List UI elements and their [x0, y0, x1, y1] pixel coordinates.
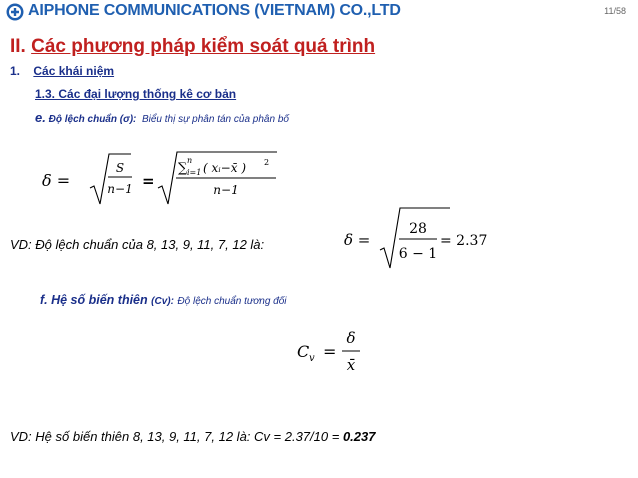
- formula2-lhs: δ =: [344, 231, 371, 249]
- item-e-label: Độ lệch chuẩn (σ):: [48, 114, 137, 125]
- cv-definition: [40, 293, 287, 307]
- formula1-frac1-num: S: [115, 161, 125, 175]
- std-dev-formula: [40, 148, 340, 208]
- formula1-term-exp: 2: [264, 158, 270, 167]
- subsection-heading: 1.3. Các đại lượng thống kê cơ bản: [35, 87, 237, 101]
- formula1-sum-sup: n: [187, 156, 193, 165]
- formula3-den: x̄: [346, 356, 356, 374]
- formula3-lhs: C: [297, 342, 310, 361]
- formula1-frac2-den: n−1: [213, 183, 239, 197]
- item-f-label: f. Hệ số biến thiên: [40, 293, 148, 307]
- std-dev-example-formula: [342, 190, 522, 270]
- title-number: II.: [10, 36, 26, 57]
- section-heading: [10, 64, 114, 78]
- cv-formula: [295, 325, 375, 380]
- slide-title: [10, 36, 375, 58]
- formula3-lhs-sub: v: [309, 353, 315, 364]
- formula1-sum: ∑: [178, 161, 188, 176]
- formula2-den: 6 − 1: [398, 246, 438, 262]
- cv-example: [10, 429, 375, 444]
- formula1-lhs: δ =: [42, 171, 71, 190]
- formula2-result: = 2.37: [440, 233, 488, 249]
- section-number: 1.: [10, 64, 21, 78]
- cv-example-result: 0.237: [342, 429, 376, 444]
- std-dev-example: VD: Độ lệch chuẩn của 8, 13, 9, 11, 7, 12 là:: [10, 237, 265, 252]
- formula3-num: δ: [346, 329, 356, 347]
- cv-example-text: VD: Hệ số biến thiên 8, 13, 9, 11, 7, 12 là: Cv = 2.37/10 =: [10, 429, 340, 444]
- item-f-text: Độ lệch chuẩn tương đối: [177, 296, 287, 307]
- page-number: 11/58: [604, 6, 626, 16]
- std-dev-definition: [35, 110, 289, 125]
- formula1-frac1-den: n−1: [107, 182, 133, 196]
- formula2-num: 28: [409, 221, 427, 237]
- company-name: AIPHONE COMMUNICATIONS (VIETNAM) CO.,LTD: [28, 2, 401, 19]
- formula1-equals: =: [142, 172, 155, 190]
- formula1-radical1: [90, 154, 131, 204]
- formula3-equals: =: [323, 342, 337, 361]
- item-e-text: Biểu thị sự phân tán của phân bố: [141, 114, 289, 125]
- item-e-marker: e.: [35, 110, 46, 125]
- company-logo-icon: [6, 3, 24, 21]
- formula1-sum-sub: i=1: [187, 168, 202, 177]
- item-f-abbr: (Cv):: [151, 296, 174, 307]
- formula1-term: ( xᵢ−x̄ ): [203, 161, 246, 175]
- title-text: Các phương pháp kiểm soát quá trình: [31, 36, 376, 57]
- section-text: Các khái niệm: [33, 64, 115, 78]
